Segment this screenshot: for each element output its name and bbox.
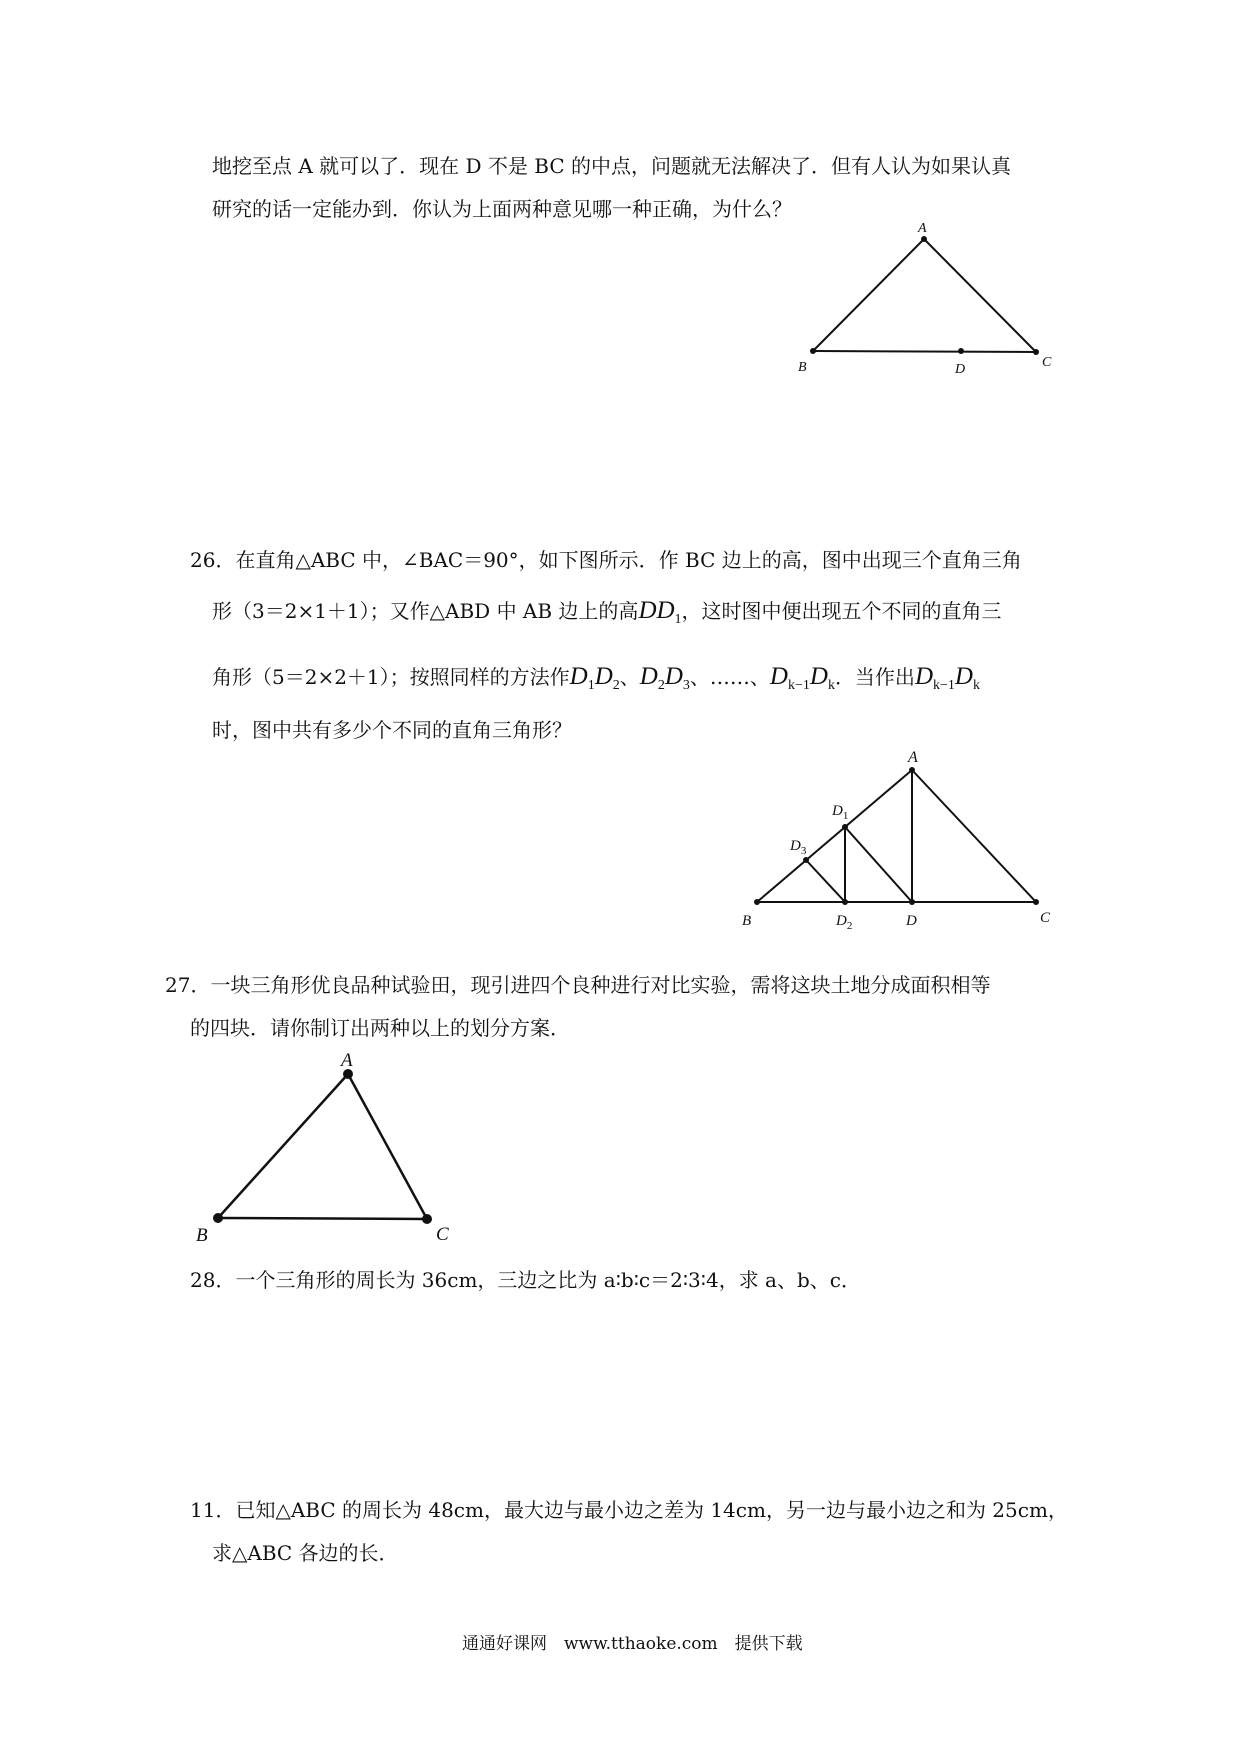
p27-point-c xyxy=(422,1214,432,1224)
p26-label-b: B xyxy=(742,913,752,929)
p26-sep2: 、……、 xyxy=(689,665,770,689)
p27-label-a: A xyxy=(341,1050,353,1071)
p26-line4: 时，图中共有多少个不同的直角三角形？ xyxy=(212,718,572,742)
p25-label-a: A xyxy=(918,221,927,236)
p27-line1: 27．一块三角形优良品种试验田，现引进四个良种进行对比实验，需将这块土地分成面积相等 xyxy=(165,973,991,997)
p26-line1: 26．在直角△ABC 中，∠BAC＝90°，如下图所示．作 BC 边上的高，图中出现三个直角三角 xyxy=(190,548,1022,572)
p26-math-dk2: $D_{k-1}D_k$ xyxy=(914,663,980,693)
p26-label-d3: $D_3$ xyxy=(790,838,807,857)
p26-label-d: D xyxy=(906,913,917,929)
p27-triangle xyxy=(218,1074,427,1219)
p27-label-b: B xyxy=(196,1225,208,1246)
p25-line1: 地挖至点 A 就可以了．现在 D 不是 BC 的中点，问题就无法解决了．但有人认为如果认真 xyxy=(212,154,1011,178)
p11-line1: 11．已知△ABC 的周长为 48cm，最大边与最小边之差为 14cm，另一边与最小边之和为 25cm， xyxy=(190,1498,1068,1522)
p26-line2-text-b: ，这时图中便出现五个不同的直角三 xyxy=(681,599,1002,623)
p26-math-dd1: $DD_1$ xyxy=(638,597,682,627)
p25-label-c: C xyxy=(1042,355,1052,370)
p26-label-a: A xyxy=(908,749,918,766)
p25-line2: 研究的话一定能办到．你认为上面两种意见哪一种正确，为什么？ xyxy=(212,197,792,221)
p26-line3-text-b: ．当作出 xyxy=(834,665,915,689)
p27-side-bc xyxy=(218,1218,427,1219)
p26-label-d2: $D_2$ xyxy=(836,913,853,932)
p25-label-d: D xyxy=(955,362,966,377)
p26-line2-text-a: 形（3＝2×1＋1）；又作△ABD 中 AB 边上的高 xyxy=(212,599,639,623)
p26-label-d1: $D_1$ xyxy=(832,803,849,822)
p28-line1: 28．一个三角形的周长为 36cm，三边之比为 a∶b∶c＝2∶3∶4，求 a、b、c． xyxy=(190,1268,861,1292)
p11-line2: 求△ABC 各边的长． xyxy=(212,1541,399,1565)
p27-line2: 的四块．请你制订出两种以上的划分方案． xyxy=(190,1016,570,1040)
p25-label-b: B xyxy=(798,360,807,375)
p27-label-c: C xyxy=(436,1224,449,1245)
p26-line3-text-a: 角形（5＝2×2＋1）；按照同样的方法作 xyxy=(212,665,570,689)
p26-math-d2d3: $D_2D_3$ xyxy=(639,663,690,693)
p26-math-dk: $D_{k-1}D_k$ xyxy=(769,663,835,693)
p27-side-ac xyxy=(348,1074,427,1219)
p26-sep1: 、 xyxy=(619,665,640,689)
p26-label-c: C xyxy=(1040,910,1051,926)
page-footer: 通通好课网 www.tthaoke.com 提供下载 xyxy=(462,1634,803,1654)
p27-point-b xyxy=(213,1213,223,1223)
p26-math-d1d2: $D_1D_2$ xyxy=(569,663,620,693)
p27-side-ab xyxy=(218,1074,348,1218)
